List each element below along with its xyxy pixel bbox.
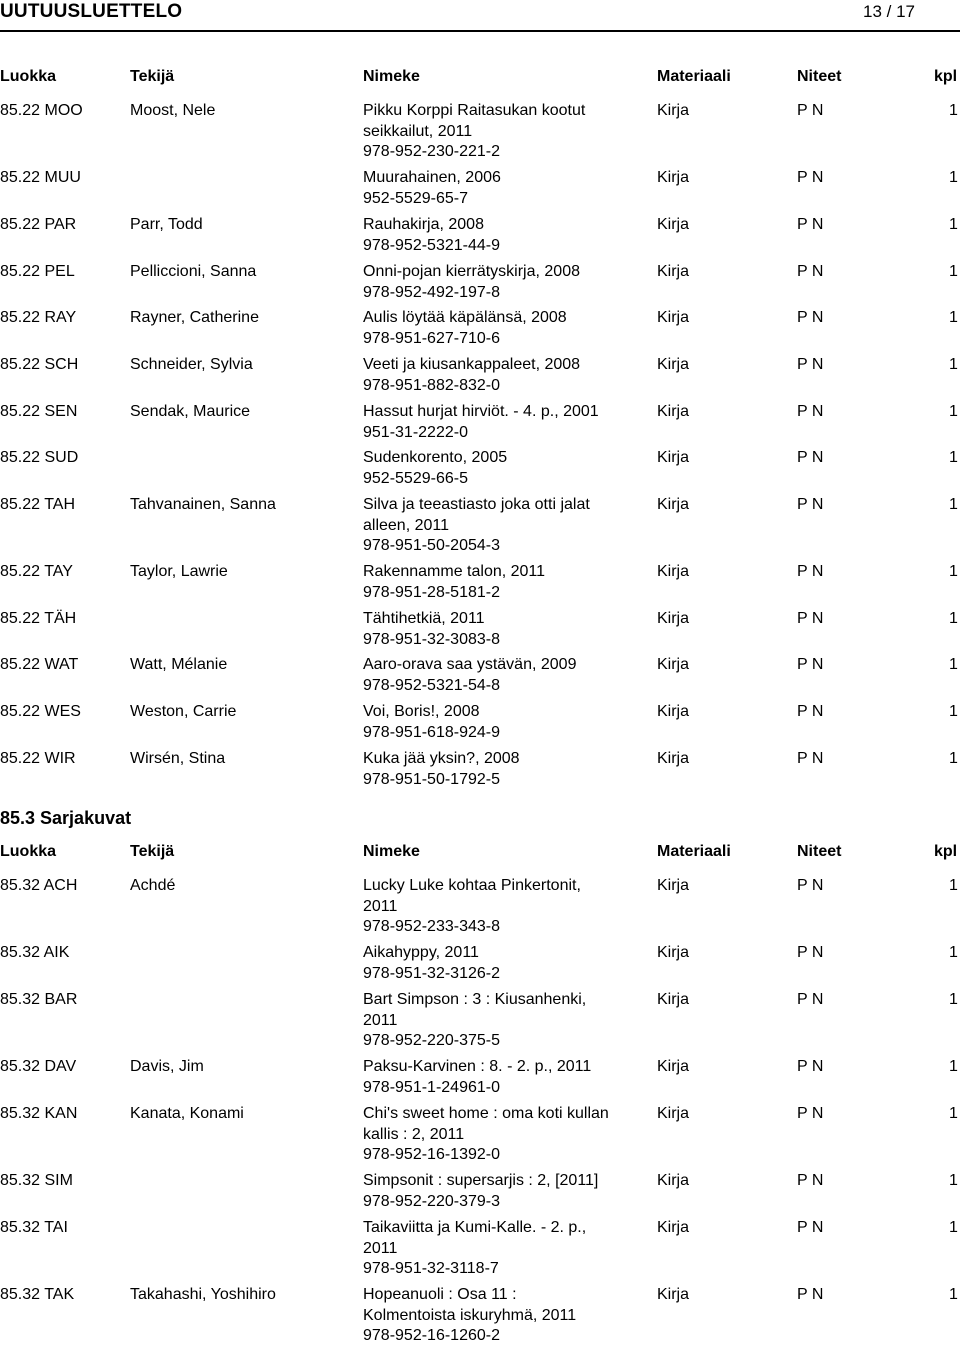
copies-status: P N xyxy=(797,563,824,580)
material: Kirja xyxy=(657,1219,690,1236)
copies-status: P N xyxy=(797,1172,824,1189)
material: Kirja xyxy=(657,309,690,326)
class-code: 85.32 TAI xyxy=(0,1219,68,1236)
title-block xyxy=(363,562,648,603)
count: 1 xyxy=(949,991,958,1008)
count: 1 xyxy=(949,1172,958,1189)
title-line: seikkailut, 2011 xyxy=(363,122,473,140)
title-line: alleen, 2011 xyxy=(363,516,449,534)
material: Kirja xyxy=(657,496,690,513)
material: Kirja xyxy=(657,169,690,186)
copies-status: P N xyxy=(797,610,824,627)
title-block xyxy=(363,876,648,938)
material: Kirja xyxy=(657,1286,690,1303)
copies-status: P N xyxy=(797,169,824,186)
author: Rayner, Catherine xyxy=(130,309,259,326)
count: 1 xyxy=(949,356,958,373)
title-line: Onni-pojan kierrätyskirja, 2008 xyxy=(363,263,580,280)
author: Sendak, Maurice xyxy=(130,403,251,420)
title-block xyxy=(363,1104,648,1166)
count: 1 xyxy=(949,944,958,961)
title-line: 952-5529-65-7 xyxy=(363,189,468,207)
title-block xyxy=(363,168,648,209)
copies-status: P N xyxy=(797,656,824,673)
class-code: 85.22 WAT xyxy=(0,656,79,673)
title-line: Pikku Korppi Raitasukan kootut xyxy=(363,102,586,119)
class-code: 85.22 RAY xyxy=(0,309,77,326)
class-code: 85.22 PEL xyxy=(0,263,75,280)
title-line: Voi, Boris!, 2008 xyxy=(363,703,480,720)
copies-status: P N xyxy=(797,216,824,233)
class-code: 85.32 KAN xyxy=(0,1105,78,1122)
title-line: Hassut hurjat hirviöt. - 4. p., 2001 xyxy=(363,403,599,420)
copies-status: P N xyxy=(797,877,824,894)
title-block xyxy=(363,101,648,163)
class-code: 85.22 TAY xyxy=(0,563,73,580)
copies-status: P N xyxy=(797,750,824,767)
material: Kirja xyxy=(657,610,690,627)
copies-status: P N xyxy=(797,102,824,119)
page-header xyxy=(0,0,960,30)
title-block xyxy=(363,262,648,303)
title-line: Veeti ja kiusankappaleet, 2008 xyxy=(363,356,581,373)
title-line: Lucky Luke kohtaa Pinkertonit, xyxy=(363,877,581,894)
title-line: 978-952-492-197-8 xyxy=(363,283,500,301)
col-header-luokka: Luokka xyxy=(0,68,57,85)
copies-status: P N xyxy=(797,1286,824,1303)
title-line: 978-951-32-3126-2 xyxy=(363,964,500,982)
title-block xyxy=(363,655,648,696)
author: Schneider, Sylvia xyxy=(130,356,253,373)
page-number: 13 / 17 xyxy=(863,2,915,21)
col-header-materiaali: Materiaali xyxy=(657,68,731,85)
title-block xyxy=(363,609,648,650)
material: Kirja xyxy=(657,656,690,673)
title-line: kallis : 2, 2011 xyxy=(363,1125,465,1143)
title-block xyxy=(363,215,648,256)
author: Wirsén, Stina xyxy=(130,750,226,767)
col-header-materiaali: Materiaali xyxy=(657,843,731,860)
copies-status: P N xyxy=(797,1058,824,1075)
title-line: 978-952-233-343-8 xyxy=(363,918,500,936)
material: Kirja xyxy=(657,991,690,1008)
title-line: 978-952-16-1260-2 xyxy=(363,1327,500,1345)
copies-status: P N xyxy=(797,449,824,466)
count: 1 xyxy=(949,563,958,580)
title-line: Muurahainen, 2006 xyxy=(363,169,501,186)
title-block xyxy=(363,495,648,557)
title-line: 2011 xyxy=(363,1239,398,1257)
title-line: Silva ja teeastiasto joka otti jalat xyxy=(363,496,590,513)
copies-status: P N xyxy=(797,263,824,280)
col-header-nimeke: Nimeke xyxy=(363,68,420,85)
class-code: 85.22 PAR xyxy=(0,216,77,233)
author: Pelliccioni, Sanna xyxy=(130,263,257,280)
col-header-niteet: Niteet xyxy=(797,843,842,860)
count: 1 xyxy=(949,1286,958,1303)
section-title: 85.3 Sarjakuvat xyxy=(0,808,132,828)
material: Kirja xyxy=(657,1058,690,1075)
copies-status: P N xyxy=(797,944,824,961)
class-code: 85.22 TÄH xyxy=(0,610,77,627)
class-code: 85.22 TAH xyxy=(0,496,76,513)
author: Takahashi, Yoshihiro xyxy=(130,1286,276,1303)
title-block xyxy=(363,749,648,790)
author: Weston, Carrie xyxy=(130,703,237,720)
author: Davis, Jim xyxy=(130,1058,204,1075)
copies-status: P N xyxy=(797,991,824,1008)
class-code: 85.32 ACH xyxy=(0,877,78,894)
title-line: 978-951-32-3083-8 xyxy=(363,630,500,648)
copies-status: P N xyxy=(797,403,824,420)
count: 1 xyxy=(949,1105,958,1122)
count: 1 xyxy=(949,403,958,420)
count: 1 xyxy=(949,610,958,627)
title-line: Simpsonit : supersarjis : 2, [2011] xyxy=(363,1172,599,1189)
copies-status: P N xyxy=(797,309,824,326)
title-line: Kuka jää yksin?, 2008 xyxy=(363,750,520,767)
material: Kirja xyxy=(657,263,690,280)
title-block xyxy=(363,1218,648,1280)
copies-status: P N xyxy=(797,1219,824,1236)
title-line: Aulis löytää käpälänsä, 2008 xyxy=(363,309,567,326)
title-line: Rauhakirja, 2008 xyxy=(363,216,484,233)
title-line: Aikahyppy, 2011 xyxy=(363,944,479,961)
class-code: 85.22 MOO xyxy=(0,102,83,119)
count: 1 xyxy=(949,169,958,186)
count: 1 xyxy=(949,1058,958,1075)
class-code: 85.32 DAV xyxy=(0,1058,77,1075)
count: 1 xyxy=(949,877,958,894)
material: Kirja xyxy=(657,403,690,420)
col-header-kpl: kpl xyxy=(934,68,958,85)
title-line: 978-951-50-2054-3 xyxy=(363,537,500,555)
class-code: 85.22 WES xyxy=(0,703,81,720)
title-line: 952-5529-66-5 xyxy=(363,469,468,487)
material: Kirja xyxy=(657,216,690,233)
title-line: 978-952-220-379-3 xyxy=(363,1192,500,1210)
title-line: 978-952-220-375-5 xyxy=(363,1032,500,1050)
author: Achdé xyxy=(130,877,176,894)
material: Kirja xyxy=(657,102,690,119)
author: Moost, Nele xyxy=(130,102,216,119)
class-code: 85.22 SUD xyxy=(0,449,79,466)
title-line: 978-951-32-3118-7 xyxy=(363,1260,499,1278)
material: Kirja xyxy=(657,703,690,720)
author: Watt, Mélanie xyxy=(130,656,228,673)
title-line: Aaro-orava saa ystävän, 2009 xyxy=(363,656,577,673)
title-block xyxy=(363,943,648,984)
author: Parr, Todd xyxy=(130,216,203,233)
header-divider xyxy=(0,30,960,32)
count: 1 xyxy=(949,216,958,233)
count: 1 xyxy=(949,496,958,513)
title-block xyxy=(363,702,648,743)
material: Kirja xyxy=(657,563,690,580)
material: Kirja xyxy=(657,449,690,466)
col-header-luokka: Luokka xyxy=(0,843,57,860)
title-line: 978-952-5321-54-8 xyxy=(363,676,500,694)
material: Kirja xyxy=(657,1172,690,1189)
class-code: 85.32 AIK xyxy=(0,944,70,961)
title-block xyxy=(363,402,648,443)
column-header-row xyxy=(0,68,960,90)
title-block xyxy=(363,355,648,396)
title-line: 951-31-2222-0 xyxy=(363,423,468,441)
title-line: Hopeanuoli : Osa 11 : xyxy=(363,1286,517,1303)
col-header-niteet: Niteet xyxy=(797,68,842,85)
count: 1 xyxy=(949,102,958,119)
class-code: 85.22 MUU xyxy=(0,169,81,186)
title-line: Rakennamme talon, 2011 xyxy=(363,563,546,580)
title-line: 2011 xyxy=(363,1011,398,1029)
class-code: 85.22 SCH xyxy=(0,356,79,373)
title-line: Chi's sweet home : oma koti kullan xyxy=(363,1105,609,1122)
title-block xyxy=(363,448,648,489)
title-line: 978-951-882-832-0 xyxy=(363,376,500,394)
col-header-tekija: Tekijä xyxy=(130,68,175,85)
col-header-tekija: Tekijä xyxy=(130,843,175,860)
title-line: Paksu-Karvinen : 8. - 2. p., 2011 xyxy=(363,1058,592,1075)
copies-status: P N xyxy=(797,1105,824,1122)
class-code: 85.22 WIR xyxy=(0,750,76,767)
title-block xyxy=(363,1285,648,1347)
count: 1 xyxy=(949,1219,958,1236)
column-header-row xyxy=(0,843,960,865)
class-code: 85.32 SIM xyxy=(0,1172,73,1189)
material: Kirja xyxy=(657,1105,690,1122)
col-header-nimeke: Nimeke xyxy=(363,843,420,860)
count: 1 xyxy=(949,263,958,280)
material: Kirja xyxy=(657,877,690,894)
title-line: 978-951-28-5181-2 xyxy=(363,583,500,601)
title-block xyxy=(363,308,648,349)
copies-status: P N xyxy=(797,496,824,513)
title-block xyxy=(363,1171,648,1212)
title-block xyxy=(363,990,648,1052)
copies-status: P N xyxy=(797,356,824,373)
author: Tahvanainen, Sanna xyxy=(130,496,276,513)
title-line: Sudenkorento, 2005 xyxy=(363,449,508,466)
col-header-kpl: kpl xyxy=(934,843,958,860)
count: 1 xyxy=(949,449,958,466)
title-line: 978-952-230-221-2 xyxy=(363,143,500,161)
author: Taylor, Lawrie xyxy=(130,563,228,580)
title-line: 978-952-16-1392-0 xyxy=(363,1146,500,1164)
title-line: Tähtihetkiä, 2011 xyxy=(363,610,485,627)
title-line: Kolmentoista iskuryhmä, 2011 xyxy=(363,1306,577,1324)
title-line: 2011 xyxy=(363,897,398,915)
title-line: Bart Simpson : 3 : Kiusanhenki, xyxy=(363,991,587,1008)
class-code: 85.32 TAK xyxy=(0,1286,75,1303)
count: 1 xyxy=(949,703,958,720)
title-line: 978-951-1-24961-0 xyxy=(363,1078,500,1096)
title-line: 978-951-50-1792-5 xyxy=(363,770,500,788)
material: Kirja xyxy=(657,750,690,767)
count: 1 xyxy=(949,750,958,767)
document-title: UUTUUSLUETTELO xyxy=(0,1,183,22)
copies-status: P N xyxy=(797,703,824,720)
title-line: 978-952-5321-44-9 xyxy=(363,236,500,254)
title-block xyxy=(363,1057,648,1098)
class-code: 85.32 BAR xyxy=(0,991,78,1008)
count: 1 xyxy=(949,656,958,673)
count: 1 xyxy=(949,309,958,326)
material: Kirja xyxy=(657,944,690,961)
material: Kirja xyxy=(657,356,690,373)
title-line: 978-951-618-924-9 xyxy=(363,723,500,741)
title-line: 978-951-627-710-6 xyxy=(363,329,500,347)
class-code: 85.22 SEN xyxy=(0,403,78,420)
title-line: Taikaviitta ja Kumi-Kalle. - 2. p., xyxy=(363,1219,587,1236)
author: Kanata, Konami xyxy=(130,1105,244,1122)
